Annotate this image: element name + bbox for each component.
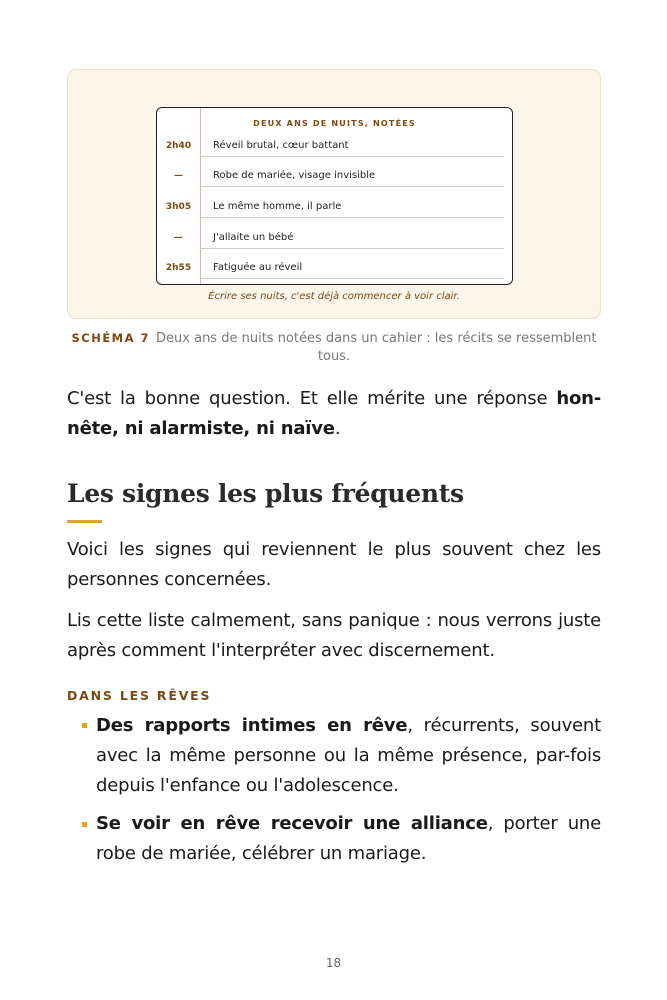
page-number: 18 xyxy=(325,956,342,970)
notebook-row xyxy=(157,252,512,283)
notebook-illustration xyxy=(156,107,513,285)
notebook-entry: J'allaite un bébé xyxy=(213,232,294,243)
notebook-time: 2h55 xyxy=(165,263,192,273)
bullet-marker xyxy=(82,822,87,827)
notebook-entry: Réveil brutal, cœur battant xyxy=(213,140,349,151)
notebook-row xyxy=(157,130,512,161)
section-title: Les signes les plus fréquents xyxy=(67,479,464,508)
notebook-entry: Fatiguée au réveil xyxy=(213,262,303,273)
figure-inner-caption: Écrire ses nuits, c'est déjà commencer à voir clair. xyxy=(208,291,460,302)
bullet-marker xyxy=(82,723,87,728)
list-item: Des rapports intimes en rêve, récurrents, souvent avec la même personne ou la même présence, par-fois depuis l'enfance ou l'adolescence. xyxy=(96,715,601,796)
notebook-entry: Le même homme, il parle xyxy=(213,201,342,212)
figure-box xyxy=(67,69,601,319)
paragraph-2: Lis cette liste calmement, sans panique : nous verrons juste après comment l'interpréter avec discernement. xyxy=(67,610,601,661)
intro-paragraph: C'est la bonne question. Et elle mérite une réponse hon-nête, ni alarmiste, ni naïve. xyxy=(67,388,601,439)
notebook-time: — xyxy=(174,233,183,243)
figure-caption: Deux ans de nuits notées dans un cahier : les récits se ressemblent tous. xyxy=(156,331,597,364)
figure-label: SCHÉMA 7 xyxy=(71,331,151,345)
notebook-time: 2h40 xyxy=(165,141,192,151)
notebook-entry: Robe de mariée, visage invisible xyxy=(213,170,376,181)
notebook-time: 3h05 xyxy=(165,202,192,212)
subheading: DANS LES RÊVES xyxy=(67,688,212,703)
notebook-row xyxy=(157,222,512,253)
intro-bold: hon-nête, ni alarmiste, ni naïve xyxy=(67,388,601,439)
section-title-underline xyxy=(67,520,102,523)
paragraph-1: Voici les signes qui reviennent le plus souvent chez les personnes concernées. xyxy=(67,539,601,590)
list-item: Se voir en rêve recevoir une alliance, porter une robe de mariée, célébrer un mariage. xyxy=(96,813,601,864)
notebook-title: DEUX ANS DE NUITS, NOTÉES xyxy=(253,119,416,128)
notebook-row xyxy=(157,160,512,191)
notebook-time: — xyxy=(174,171,183,181)
notebook-row xyxy=(157,191,512,222)
figure-legend xyxy=(67,329,601,366)
